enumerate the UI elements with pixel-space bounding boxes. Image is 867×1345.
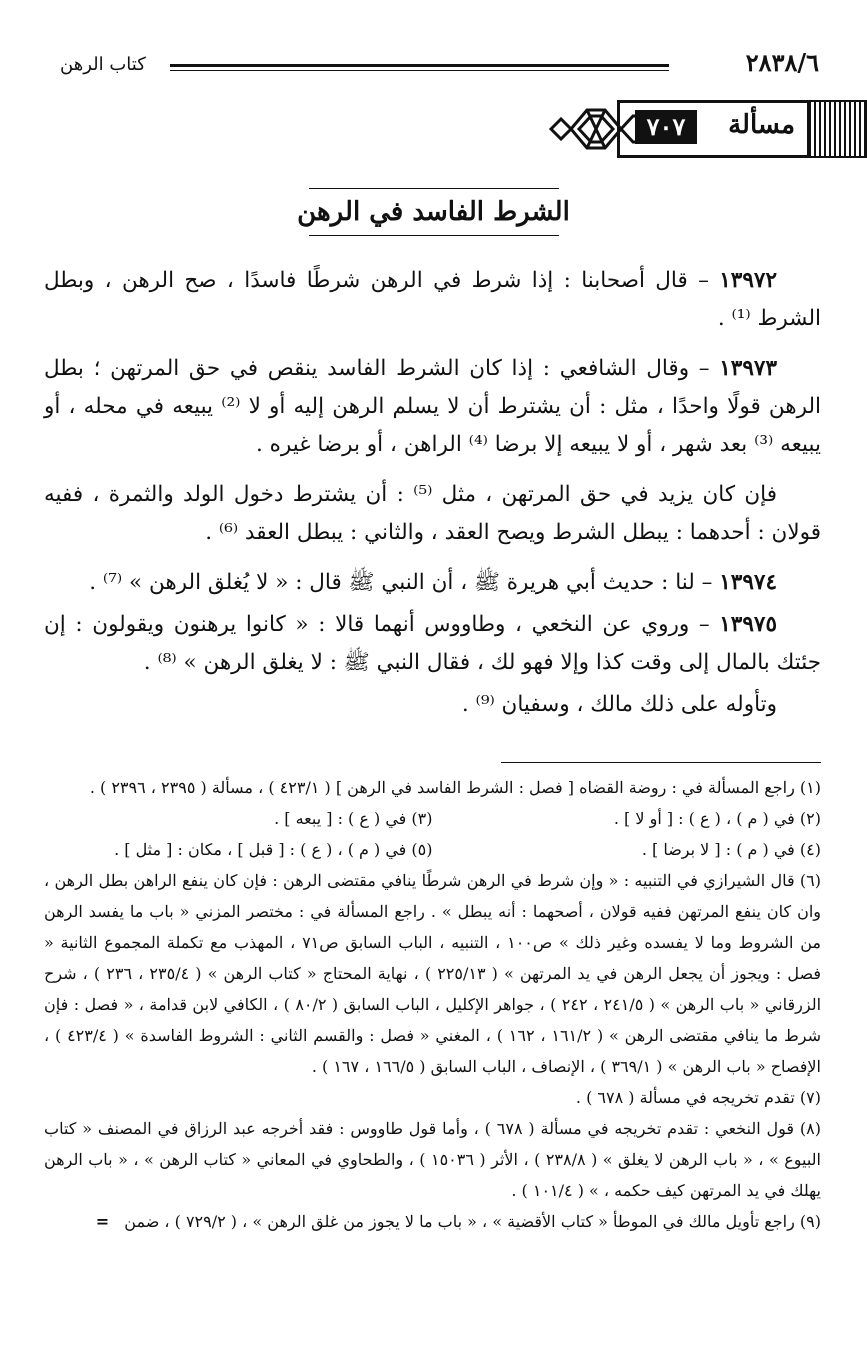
- footnote-separator: [501, 762, 821, 763]
- footnote: (٨) قول النخعي : تقدم تخريجه في مسألة ( ٦٧٨ ) ، وأما قول طاووس : فقد أخرجه عبد الرزاق في المصنف « كتاب البيوع » ، « باب الرهن لا يغلق » ( ٢٣٨/٨ ) ، الأثر ( ١٥٠٣٦ ) ، والطحاوي في المعاني « كتاب الرهن » ، « باب الرهن يهلك في يد المرتهن كيف حكمه ، » ( ١٠١/٤ ) .: [44, 1119, 821, 1200]
- page-number: ٢٨٣٨/٦: [745, 48, 819, 77]
- paragraph: [44, 686, 821, 724]
- footnote: (٢) في ( م ) ، ( ع ) : [ أو لا ] .: [613, 809, 821, 828]
- footnote-row: [44, 803, 821, 834]
- title-rule-bottom: [309, 235, 559, 236]
- paragraph: [44, 476, 821, 552]
- paragraph-number: ١٣٩٧٤: [719, 570, 777, 595]
- paragraph-text: وتأوله على ذلك مالك ، وسفيان ⁽⁹⁾ .: [461, 692, 777, 717]
- footnote: (٥) في ( م ) ، ( ع ) : [ قبل ] ، مكان : [ مثل ] .: [114, 840, 433, 859]
- paragraph-number: ١٣٩٧٥: [719, 612, 777, 637]
- footnote: (٧) تقدم تخريجه في مسألة ( ٦٧٨ ) .: [575, 1088, 821, 1107]
- paragraph: [44, 606, 821, 682]
- paragraph: [44, 350, 821, 464]
- footnote: (٩) راجع تأويل مالك في الموطأ « كتاب الأقضية » ، « باب ما لا يجوز من غلق الرهن » ، ( ٧٢٩/٢ ) ، ضمن: [124, 1212, 821, 1231]
- footnote: (٦) قال الشيرازي في التنبيه : « وإن شرط في الرهن شرطًا ينافي مقتضى الرهن : فإن كان ينفع الراهن بطل الرهن ، وان كان ينفع المرتهن ففيه قولان ، أصحهما : أنه يبطل » . راجع المسألة في : مختصر المزني « باب ما يفسد الرهن من الشروط وما لا يفسده وغير ذلك » ص١٠٠ ، التنبيه ، الباب السابق ص٧١ ، المهذب مع تكملة المجموع الثانية « فصل : ويجوز أن يجعل الرهن في يد المرتهن » ( ٢٢٥/١٣ ) ، نهاية المحتاج « كتاب الرهن » ( ٢٣٥/٤ ، ٢٣٦ ) ، شرح الزرقاني « باب الرهن » ( ٢٤١/٥ ، ٢٤٢ ) ، جواهر الإكليل ، الباب السابق ( ٨٠/٢ ) ، الكافي لابن قدامة ، « فصل : فإن شرط ما ينافي مقتضى الرهن » ( ١٦١/٢ ، ١٦٢ ) ، المغني « فصل : والقسم الثاني : الشروط الفاسدة » ( ٤٢٣/٤ ) ، الإفصاح « باب الرهن » ( ٣٦٩/١ ) ، الإنصاف ، الباب السابق ( ١٦٦/٥ ، ١٦٧ ) .: [44, 871, 822, 1076]
- section-title: [0, 188, 867, 236]
- paragraph-text: – لنا : حديث أبي هريرة ﷺ ، أن النبي ﷺ قال : « لا يُغلق الرهن » ⁽⁷⁾ .: [89, 570, 720, 595]
- footnote-last-row: [44, 1206, 821, 1237]
- body-text: [44, 262, 821, 736]
- section-title-text: الشرط الفاسد في الرهن: [297, 197, 570, 227]
- paragraph: [44, 262, 821, 338]
- footnote: (٤) في ( م ) : [ لا برضا ] .: [641, 840, 821, 859]
- masala-banner: [547, 100, 867, 158]
- paragraph-text: – قال أصحابنا : إذا شرط في الرهن شرطًا فاسدًا ، صح الرهن ، وبطل الشرط ⁽¹⁾ .: [44, 268, 821, 331]
- banner-knot-ornament-icon: [547, 102, 647, 156]
- paragraph-text: فإن كان يزيد في حق المرتهن ، مثل ⁽⁵⁾ : أن يشترط دخول الولد والثمرة ، ففيه قولان : أحدهما : يبطل الشرط ويصح العقد ، والثاني : يبطل العقد ⁽⁶⁾ .: [44, 482, 821, 545]
- paragraph: [44, 564, 821, 602]
- book-title: كتاب الرهن: [60, 54, 146, 75]
- footnotes: [44, 772, 821, 1237]
- running-header: [60, 48, 819, 82]
- paragraph-text: – وروي عن النخعي ، وطاووس أنهما قالا : « كانوا يرهنون ويقولون : إن جئتك بالمال إلى وقت كذا وإلا فهو لك ، فقال النبي ﷺ : لا يغلق الرهن » ⁽⁸⁾ .: [44, 612, 821, 675]
- continuation-mark: =: [95, 1212, 110, 1231]
- footnote: (١) راجع المسألة في : روضة القضاه [ فصل : الشرط الفاسد في الرهن ] ( ٤٢٣/١ ) ، مسألة ( ٢٣٩٥ ، ٢٣٩٦ ) .: [89, 778, 821, 797]
- banner-hatch-ornament: [807, 100, 867, 158]
- paragraph-text: – وقال الشافعي : إذا كان الشرط الفاسد ينقص في حق المرتهن ؛ بطل الرهن قولًا واحدًا ، مثل : أن يشترط أن لا يسلم الرهن إليه أو لا ⁽²⁾ يبيعه في محله ، أو يبيعه ⁽³⁾ بعد شهر ، أو لا يبيعه إلا برضا ⁽⁴⁾ الراهن ، أو برضا غيره .: [44, 356, 821, 457]
- masala-label: مسألة: [728, 110, 795, 140]
- footnote: (٣) في ( ع ) : [ يبعه ] .: [274, 809, 433, 828]
- footnote-row: [44, 834, 821, 865]
- header-rule: [170, 64, 669, 71]
- paragraph-number: ١٣٩٧٣: [719, 356, 777, 381]
- masala-number: ٧٠٧: [635, 110, 697, 144]
- paragraph-number: ١٣٩٧٢: [719, 268, 777, 293]
